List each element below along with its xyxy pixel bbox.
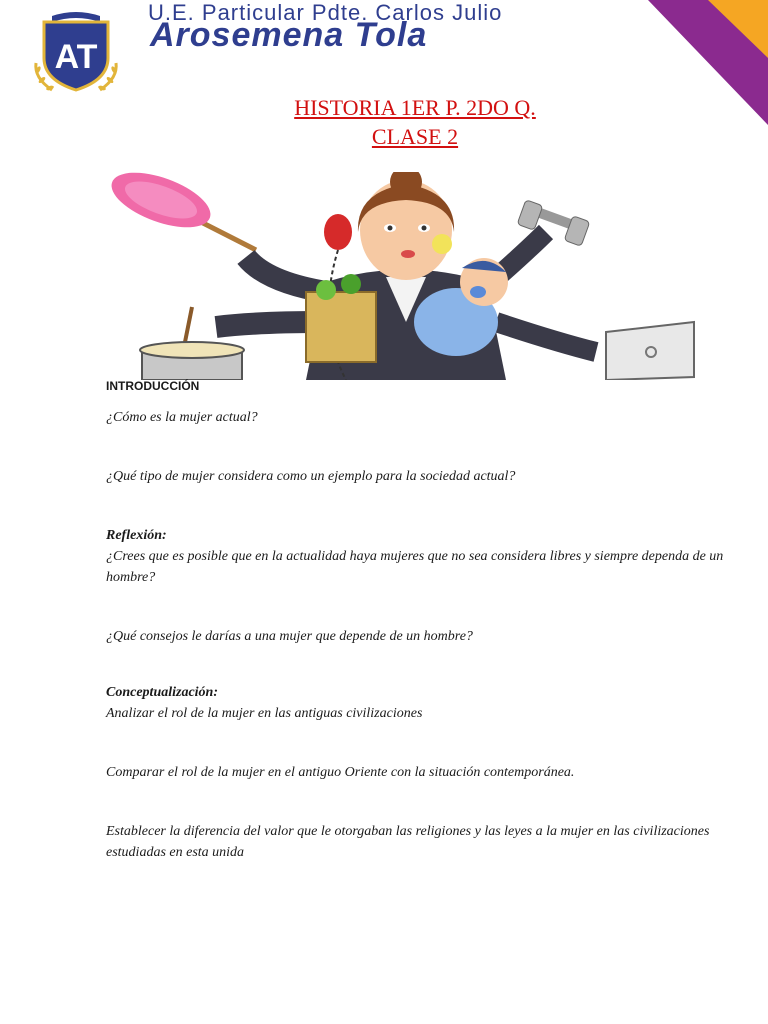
school-header	[0, 0, 768, 95]
question-2: ¿Qué tipo de mujer considera como un ejemplo para la sociedad actual?	[106, 469, 516, 484]
school-name-line1: U.E. Particular Pdte. Carlos Julio	[148, 0, 503, 25]
title-line2: CLASE 2	[371, 124, 459, 149]
school-name-line2: Arosemena Tola	[150, 16, 428, 54]
concept-heading: Conceptualización:	[106, 685, 219, 700]
multitasking-woman-illustration	[106, 172, 700, 380]
question-3: ¿Crees que es posible que en la actualidad haya mujeres que no sea considera libres y siempre dependa de un hombre?	[106, 549, 724, 585]
school-logo	[30, 8, 122, 96]
class-title	[0, 93, 768, 151]
concept-2: Comparar el rol de la mujer en el antiguo Oriente con la situación contemporánea.	[106, 765, 575, 780]
concept-3: Establecer la diferencia del valor que le otorgaban las religiones y las leyes a la mujer en las civilizaciones estudiadas en esta unida	[106, 824, 710, 860]
intro-heading: INTRODUCCIÓN	[106, 379, 200, 393]
reflexion-heading: Reflexión:	[106, 528, 167, 543]
question-4: ¿Qué consejos le darías a una mujer que depende de un hombre?	[106, 629, 473, 644]
logo-text: AT	[54, 38, 98, 76]
lesson-content	[106, 377, 734, 863]
title-line1: HISTORIA 1ER P. 2DO Q.	[294, 95, 536, 120]
concept-1: Analizar el rol de la mujer en las antiguas civilizaciones	[106, 706, 423, 721]
question-1: ¿Cómo es la mujer actual?	[106, 410, 258, 425]
